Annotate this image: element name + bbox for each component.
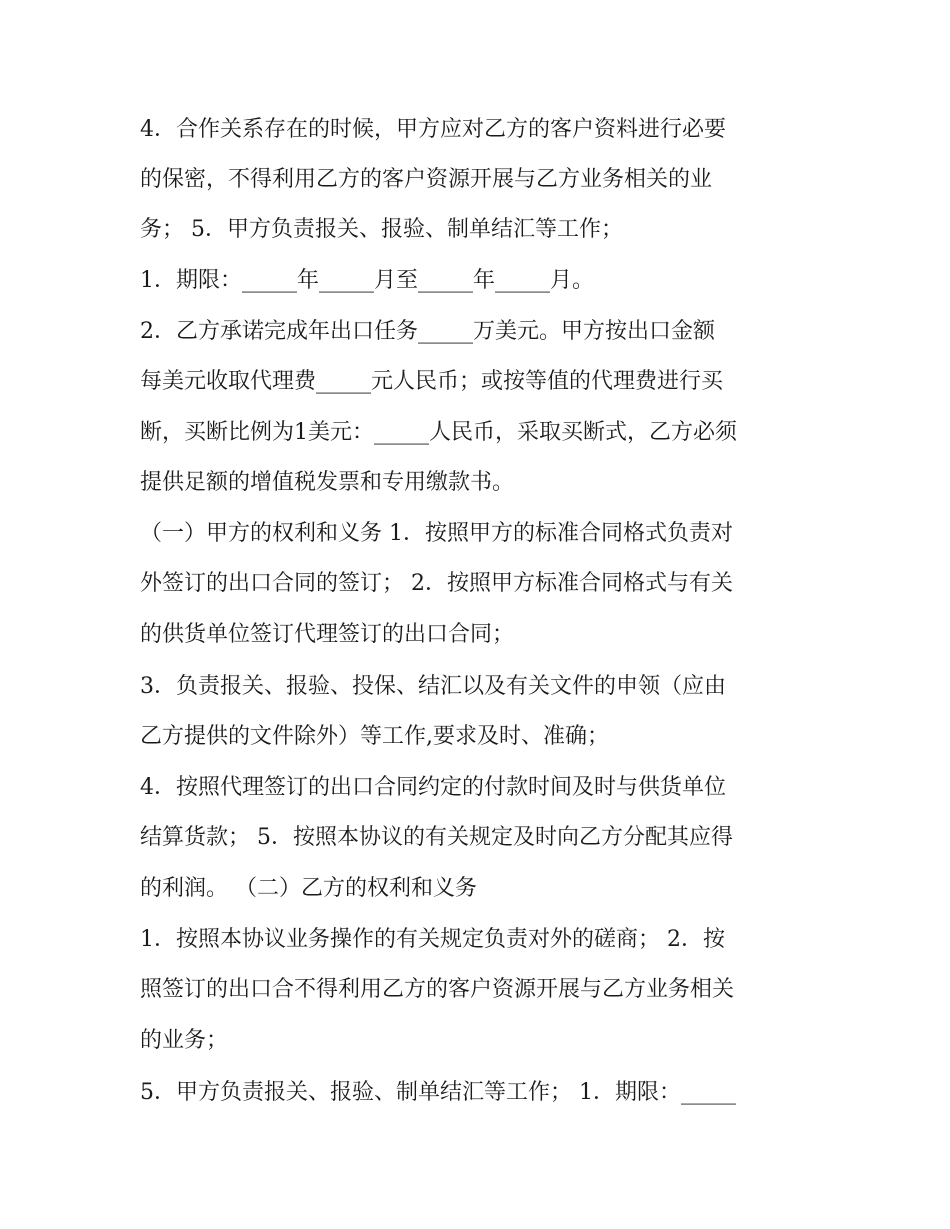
- text-line: 提供足额的增值税发票和专用缴款书。: [140, 470, 515, 495]
- text-line: 的利润。 （二）乙方的权利和义务: [140, 876, 477, 901]
- text-line: 断，买断比例为1美元：_____人民币，采取买断式，乙方必须: [140, 420, 737, 445]
- text-line: 结算货款； 5．按照本协议的有关规定及时向乙方分配其应得: [140, 825, 733, 850]
- text-line: 3．负责报关、报验、投保、结汇以及有关文件的申领（应由: [140, 674, 726, 699]
- text-line: 乙方提供的文件除外）等工作,要求及时、准确；: [140, 724, 609, 749]
- text-line: 5．甲方负责报关、报验、制单结汇等工作； 1．期限：_____: [140, 1080, 736, 1105]
- text-line: 的保密，不得利用乙方的客户资源开展与乙方业务相关的业: [140, 167, 713, 192]
- text-line: 外签订的出口合同的签订； 2．按照甲方标准合同格式与有关: [140, 571, 733, 596]
- text-line: 2．乙方承诺完成年出口任务_____万美元。甲方按出口金额: [140, 319, 715, 344]
- text-line: 照签订的出口合不得利用乙方的客户资源开展与乙方业务相关: [140, 977, 735, 1002]
- text-line: 的业务；: [140, 1028, 229, 1053]
- text-line: 每美元收取代理费_____元人民币；或按等值的代理费进行买: [140, 369, 724, 394]
- text-line: （一）甲方的权利和义务 1．按照甲方的标准合同格式负责对: [140, 521, 733, 546]
- text-line: 1．按照本协议业务操作的有关规定负责对外的磋商； 2．按: [140, 927, 725, 952]
- text-line: 的供货单位签订代理签订的出口合同；: [140, 622, 515, 647]
- text-line: 4．合作关系存在的时候，甲方应对乙方的客户资料进行必要: [140, 117, 726, 142]
- text-line: 4．按照代理签订的出口合同约定的付款时间及时与供货单位: [140, 775, 726, 800]
- text-line: 务； 5．甲方负责报关、报验、制单结汇等工作；: [140, 217, 623, 242]
- text-line: 1．期限：_____年_____月至_____年_____月。: [140, 268, 594, 293]
